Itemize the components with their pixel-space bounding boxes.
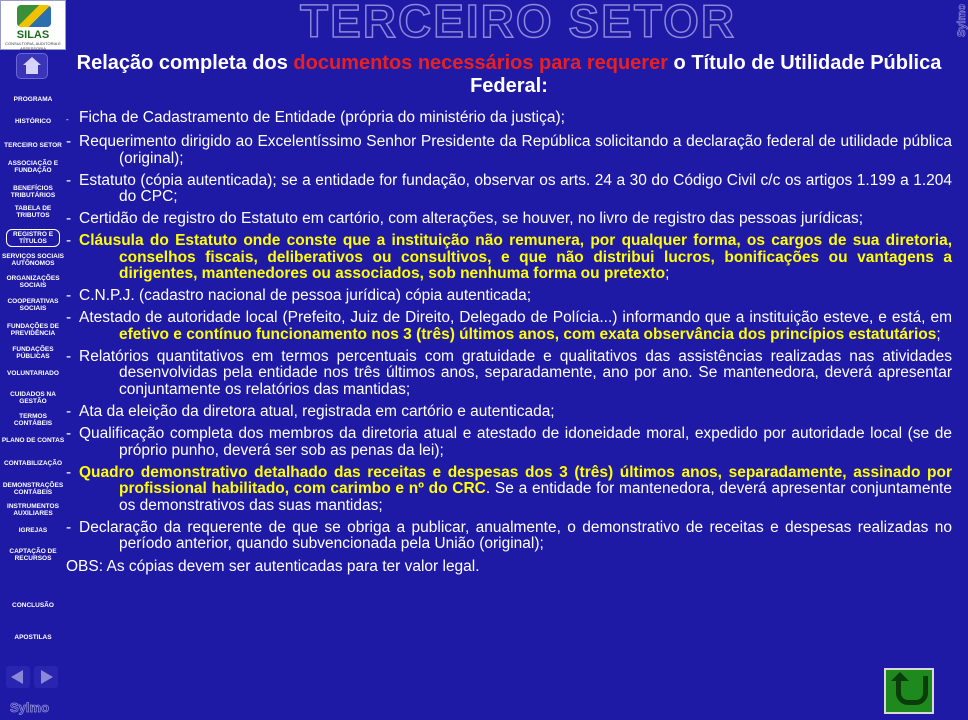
title-part2: o Título de Utilidade Pública Federal: xyxy=(470,52,942,97)
list-item xyxy=(66,310,952,343)
list-dash: - xyxy=(66,232,72,250)
header-brand: TERCEIRO SETOR xyxy=(300,0,737,47)
sidebar-item[interactable]: CAPTAÇÃO DE RECURSOS xyxy=(9,548,57,562)
list-item xyxy=(66,520,952,553)
sidebar-item[interactable]: COOPERATIVAS SOCIAIS xyxy=(7,298,59,312)
list-item xyxy=(66,288,952,305)
sidebar-item[interactable]: TERCEIRO SETOR xyxy=(4,142,62,149)
sidebar-item[interactable]: TABELA DE TRIBUTOS xyxy=(14,205,52,219)
logo-name: SILAS xyxy=(16,29,50,41)
nav-arrows xyxy=(6,666,58,688)
item-text-after: ; xyxy=(936,325,941,343)
item-text: Ata da eleição da diretora atual, registrada em cartório e autenticada; xyxy=(79,403,555,421)
sidebar-item[interactable]: CONTABILIZAÇÃO xyxy=(3,460,62,467)
sidebar-item[interactable]: APOSTILAS xyxy=(14,634,52,641)
sidebar-item[interactable]: FUNDAÇÕES PÚBLICAS xyxy=(12,346,54,360)
sidebar-item[interactable]: ORGANIZAÇÕES SOCIAIS xyxy=(6,275,60,289)
sidebar-item[interactable]: ASSOCIAÇÃO E FUNDAÇÃO xyxy=(7,160,59,174)
previous-arrow-icon[interactable] xyxy=(6,666,30,688)
sidebar-item[interactable]: BENEFÍCIOS TRIBUTÁRIOS xyxy=(10,185,56,199)
sidebar-nav xyxy=(0,52,66,720)
item-highlight: Quadro demonstrativo detalhado das receitas e despesas dos 3 (três) últimos anos, separadamente, assinado por profissional habilitado, com carimbo e nº do CRC xyxy=(79,463,952,498)
sidebar-item[interactable]: CONCLUSÃO xyxy=(12,602,54,609)
document-list xyxy=(66,110,952,575)
return-button[interactable] xyxy=(884,668,934,714)
home-icon[interactable] xyxy=(17,54,47,78)
sidebar-item[interactable]: IGREJAS xyxy=(18,527,48,534)
item-text-after: . Se a entidade for mantenedora, deverá apresentar conjuntamente os demonstrativos das suas mantidas; xyxy=(119,480,952,514)
title-part1: Relação completa dos xyxy=(76,52,294,74)
sidebar-item[interactable]: VOLUNTARIADO xyxy=(7,370,59,377)
main-content xyxy=(66,52,952,576)
list-item xyxy=(66,173,952,206)
sidebar-item[interactable]: INSTRUMENTOS AUXILIARES xyxy=(7,503,59,517)
corner-brand: Sylmo xyxy=(956,4,968,38)
list-dash: - xyxy=(66,132,72,150)
footer-brand: Sylmo xyxy=(10,700,50,715)
title-highlight: documentos necessários para requerer xyxy=(293,52,668,74)
list-item xyxy=(66,404,952,421)
item-text: Requerimento dirigido ao Excelentíssimo Senhor Presidente da República solicitando a declaração federal de utilidade pública (original); xyxy=(79,132,952,167)
sidebar-item[interactable]: CUIDADOS NA GESTÃO xyxy=(10,391,56,405)
list-dash: - xyxy=(66,171,72,189)
item-text: Qualificação completa dos membros da diretoria atual e atestado de idoneidade moral, expedido por autoridade local (se de próprio punho, deverá ser sob as penas da lei); xyxy=(79,425,952,459)
item-text: Ficha de Cadastramento de Entidade (própria do ministério da justiça); xyxy=(79,109,565,126)
obs-note: OBS: As cópias devem ser autenticadas para ter valor legal. xyxy=(66,558,480,576)
item-text: Declaração da requerente de que se obriga a publicar, anualmente, o demonstrativo de receitas e despesas realizadas no período anterior, quando subvencionada pela União (original); xyxy=(79,518,952,553)
list-dash: - xyxy=(66,287,72,305)
list-dash: - xyxy=(66,115,69,124)
item-text: Atestado de autoridade local (Prefeito, Juiz de Direito, Delegado de Polícia...) informando que a instituição esteve, e está, em xyxy=(79,309,952,327)
item-highlight: efetivo e contínuo funcionamento nos 3 (três) últimos anos, com exata observância dos princípios estatutários xyxy=(119,325,937,343)
list-dash: - xyxy=(66,309,72,327)
list-dash: - xyxy=(66,210,72,228)
item-text: Estatuto (cópia autenticada); se a entidade for fundação, observar os arts. 24 a 30 do Código Civil c/c os artigos 1.199 a 1.204 do CPC; xyxy=(79,171,952,206)
list-dash: - xyxy=(66,425,72,443)
next-arrow-icon[interactable] xyxy=(34,666,58,688)
sidebar-item[interactable]: SERVIÇOS SOCIAIS AUTÔNOMOS xyxy=(1,253,64,267)
item-text-after: ; xyxy=(665,265,670,283)
list-item xyxy=(66,465,952,515)
sidebar-item[interactable]: TERMOS CONTÁBEIS xyxy=(13,413,53,427)
sidebar-item[interactable]: FUNDAÇÕES DE PREVIDÊNCIA xyxy=(6,323,59,337)
sidebar-item[interactable]: PROGRAMA xyxy=(13,96,53,103)
list-item xyxy=(66,233,952,283)
list-item xyxy=(66,110,952,129)
item-highlight: Cláusula do Estatuto onde conste que a instituição não remunera, por qualquer forma, os cargos de sua diretoria, conselhos fiscais, deliberativos ou consultivos, e que não distribui lucros, bonificações ou vantagens a dirigentes, mantenedores ou associados, sob nenhuma forma ou pretexto xyxy=(79,232,952,283)
sidebar-item[interactable]: HISTÓRICO xyxy=(14,118,52,125)
sidebar-item[interactable]: PLANO DE CONTAS xyxy=(1,437,65,444)
item-text: C.N.P.J. (cadastro nacional de pessoa jurídica) cópia autenticada; xyxy=(79,287,532,305)
list-item xyxy=(66,211,952,228)
page-title xyxy=(66,52,952,98)
sidebar-item[interactable]: REGISTRO E TÍTULOS xyxy=(6,229,60,247)
list-dash: - xyxy=(66,518,72,536)
list-dash: - xyxy=(66,463,72,481)
list-item xyxy=(66,426,952,459)
item-text: Certidão de registro do Estatuto em cartório, com alterações, se houver, no livro de registro das pessoas jurídicas; xyxy=(79,210,863,228)
list-item xyxy=(66,349,952,399)
silas-logo[interactable] xyxy=(0,0,66,50)
sidebar-item[interactable]: DEMONSTRAÇÕES CONTÁBEIS xyxy=(2,482,64,496)
list-dash: - xyxy=(66,347,72,365)
return-u-icon xyxy=(896,676,928,705)
list-item xyxy=(66,134,952,167)
list-dash: - xyxy=(66,403,72,421)
logo-mark-icon xyxy=(17,5,51,27)
logo-subtitle: CONSULTORIA, AUDITORIA E ASSESSORIA xyxy=(5,41,61,51)
item-text: Relatórios quantitativos em termos percentuais com gratuidade e qualitativos das assistências realizadas nas atividades desenvolvidas pela entidade nos três últimos anos, separadamente, ano por ano. Se mantenedora, deverá apresentar conjuntamente os relatórios das mantidas; xyxy=(79,347,952,399)
